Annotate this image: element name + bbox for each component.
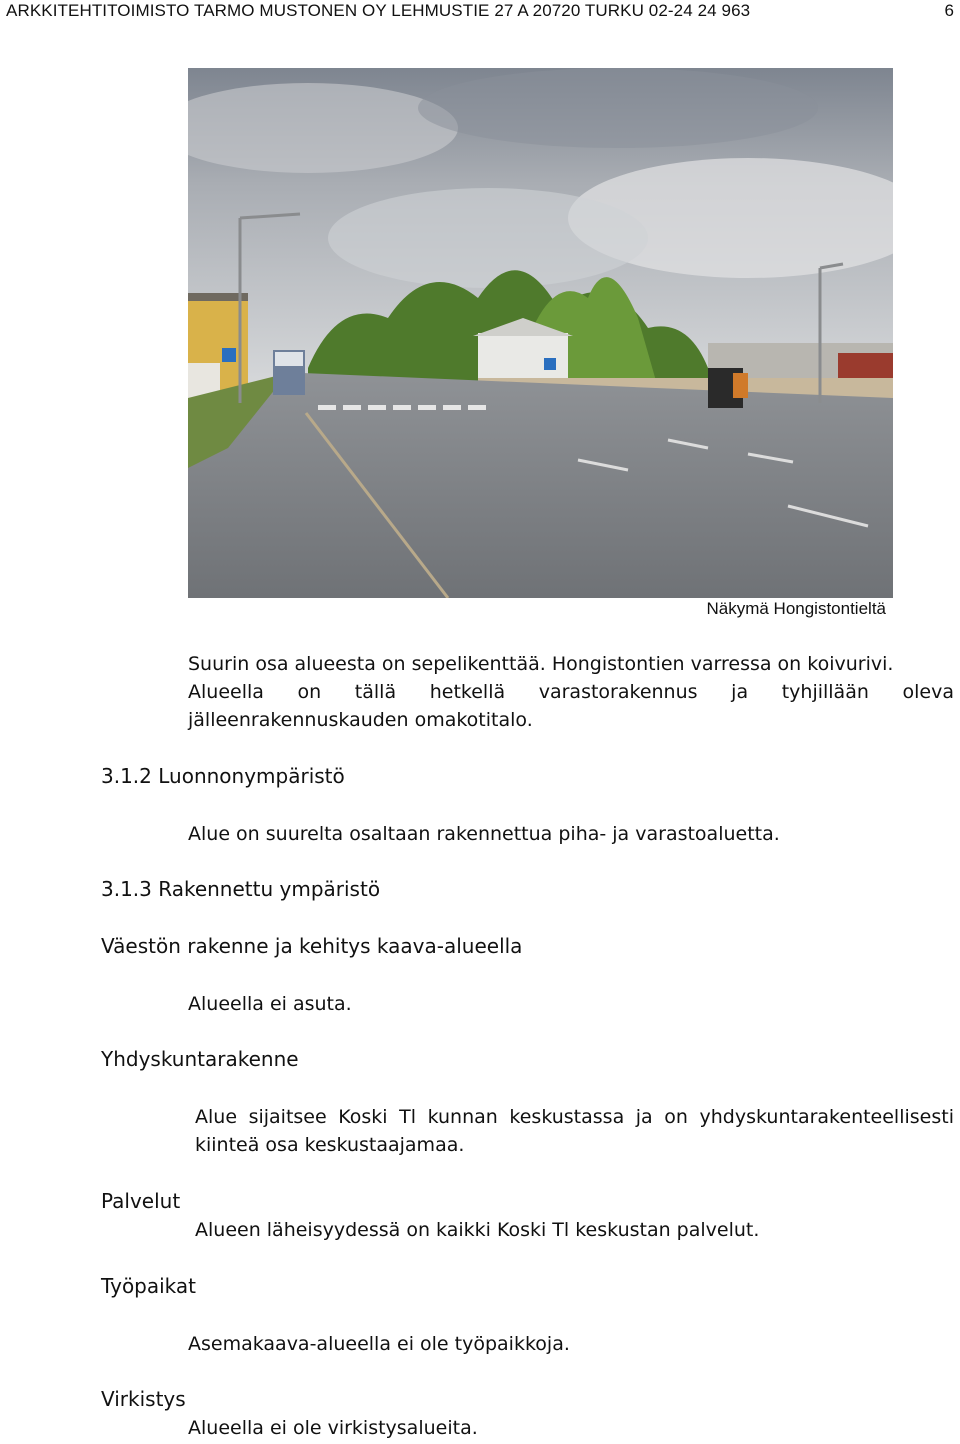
photo-caption: Näkymä Hongistontieltä [706,599,886,618]
page-number: 6 [944,1,954,20]
street-photo [188,68,893,598]
vaesto-text: Alueella ei asuta. [188,993,352,1015]
yhdyskunta-line-1: Alue sijaitsee Koski Tl kunnan keskustassa ja on yhdyskuntarakenteellisesti [195,1106,954,1128]
heading-palvelut: Palvelut [101,1189,181,1213]
luonnonymparisto-text: Alue on suurelta osaltaan rakennettua piha- ja varastoaluetta. [188,823,780,845]
heading-yhdyskuntarakenne: Yhdyskuntarakenne [101,1047,299,1071]
tyopaikat-text: Asemakaava-alueella ei ole työpaikkoja. [188,1333,570,1355]
heading-tyopaikat: Työpaikat [101,1274,197,1298]
intro-line-3: jälleenrakennuskauden omakotitalo. [188,709,533,731]
heading-rakennettu-ymparisto: 3.1.3 Rakennettu ympäristö [101,877,381,901]
heading-luonnonymparisto: 3.1.2 Luonnonympäristö [101,764,345,788]
intro-line-2: Alueella on tällä hetkellä varastorakennus ja tyhjillään oleva [188,681,954,703]
header-office-info: ARKKITEHTITOIMISTO TARMO MUSTONEN OY LEHMUSTIE 27 A 20720 TURKU 02-24 24 963 [6,1,751,20]
palvelut-text: Alueen läheisyydessä on kaikki Koski Tl keskustan palvelut. [195,1219,760,1241]
intro-line-1: Suurin osa alueesta on sepelikenttää. Hongistontien varressa on koivurivi. [188,653,894,675]
heading-vaesto: Väestön rakenne ja kehitys kaava-alueella [101,934,523,958]
virkistys-text: Alueella ei ole virkistysalueita. [188,1417,478,1439]
page-header [6,0,954,22]
yhdyskunta-line-2: kiinteä osa keskustaajamaa. [195,1134,465,1156]
heading-virkistys: Virkistys [101,1387,186,1411]
